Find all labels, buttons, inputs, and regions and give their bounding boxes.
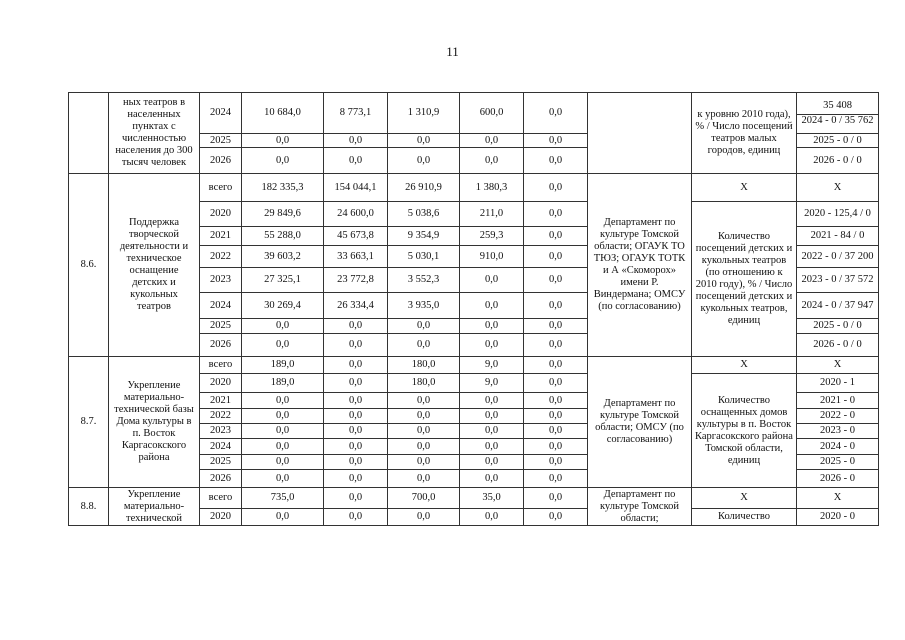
other-amount-cell: 0,0: [524, 393, 588, 409]
year-cell: 2025: [200, 455, 242, 470]
target-cell: 2025 - 0 / 0: [797, 134, 879, 148]
other-amount-cell: 0,0: [524, 93, 588, 134]
federal-amount-cell: 0,0: [324, 409, 388, 424]
total-amount-cell: 189,0: [242, 374, 324, 393]
table-row: [69, 488, 879, 509]
federal-amount-cell: 0,0: [324, 488, 388, 509]
target-cell: 2022 - 0 / 37 200: [797, 246, 879, 268]
other-amount-cell: 0,0: [524, 319, 588, 334]
other-amount-cell: 0,0: [524, 488, 588, 509]
event-name-cell: Укрепление материально-технической базы Дома культуры в п. Восток Каргасокского района: [109, 357, 200, 488]
local-amount-cell: 0,0: [460, 319, 524, 334]
other-amount-cell: 0,0: [524, 374, 588, 393]
total-amount-cell: 29 849,6: [242, 202, 324, 227]
executor-cell: Департамент по культуре Томской области; ОГАУК ТО ТЮЗ; ОГАУК ТОТК и А «Скоморох» имени Р. Виндермана; ОМСУ (по согласованию): [588, 174, 692, 357]
federal-amount-cell: 0,0: [324, 134, 388, 148]
total-amount-cell: 182 335,3: [242, 174, 324, 202]
total-amount-cell: 10 684,0: [242, 93, 324, 134]
year-cell: 2021: [200, 227, 242, 246]
target-cell: 2024 - 0: [797, 439, 879, 455]
federal-amount-cell: 0,0: [324, 148, 388, 174]
local-amount-cell: 35,0: [460, 488, 524, 509]
target-x-cell: X: [797, 488, 879, 509]
table-row: [69, 357, 879, 374]
year-cell: 2026: [200, 334, 242, 357]
other-amount-cell: 0,0: [524, 246, 588, 268]
local-amount-cell: 0,0: [460, 455, 524, 470]
other-amount-cell: 0,0: [524, 293, 588, 319]
other-amount-cell: 0,0: [524, 227, 588, 246]
total-amount-cell: 27 325,1: [242, 268, 324, 293]
indicator-x-cell: X: [692, 357, 797, 374]
regional-amount-cell: 5 030,1: [388, 246, 460, 268]
total-amount-cell: 0,0: [242, 148, 324, 174]
regional-amount-cell: 26 910,9: [388, 174, 460, 202]
index-cell: 8.7.: [69, 357, 109, 488]
federal-amount-cell: 23 772,8: [324, 268, 388, 293]
regional-amount-cell: 5 038,6: [388, 202, 460, 227]
total-amount-cell: 0,0: [242, 409, 324, 424]
regional-amount-cell: 0,0: [388, 439, 460, 455]
target-cell: 2026 - 0: [797, 470, 879, 488]
regional-amount-cell: 180,0: [388, 374, 460, 393]
local-amount-cell: 211,0: [460, 202, 524, 227]
year-cell: 2020: [200, 202, 242, 227]
target-cell: 2020 - 1: [797, 374, 879, 393]
table-row: [69, 93, 879, 134]
regional-amount-cell: 0,0: [388, 509, 460, 526]
target-cell: 2026 - 0 / 0: [797, 334, 879, 357]
regional-amount-cell: 0,0: [388, 148, 460, 174]
federal-amount-cell: 0,0: [324, 424, 388, 439]
regional-amount-cell: 0,0: [388, 409, 460, 424]
target-value: 35 408: [797, 99, 878, 115]
year-cell: 2025: [200, 319, 242, 334]
local-amount-cell: 9,0: [460, 357, 524, 374]
target-x-cell: X: [797, 174, 879, 202]
federal-amount-cell: 0,0: [324, 393, 388, 409]
federal-amount-cell: 0,0: [324, 470, 388, 488]
indicator-cell: Количество оснащенных домов культуры в п. Восток Каргасокского района Томской области, единиц: [692, 374, 797, 488]
other-amount-cell: 0,0: [524, 202, 588, 227]
year-cell: 2020: [200, 374, 242, 393]
year-cell: 2023: [200, 268, 242, 293]
executor-cell: [588, 93, 692, 174]
total-amount-cell: 0,0: [242, 455, 324, 470]
regional-amount-cell: 0,0: [388, 424, 460, 439]
other-amount-cell: 0,0: [524, 334, 588, 357]
local-amount-cell: 0,0: [460, 393, 524, 409]
regional-amount-cell: 3 552,3: [388, 268, 460, 293]
indicator-cell: Количество: [692, 509, 797, 526]
total-amount-cell: 0,0: [242, 439, 324, 455]
local-amount-cell: 0,0: [460, 470, 524, 488]
year-cell: 2023: [200, 424, 242, 439]
federal-amount-cell: 0,0: [324, 357, 388, 374]
target-cell: 2025 - 0 / 0: [797, 319, 879, 334]
event-name-cell: ных театров в населенных пунктах с численностью населения до 300 тысяч человек: [109, 93, 200, 174]
local-amount-cell: 0,0: [460, 293, 524, 319]
local-amount-cell: 9,0: [460, 374, 524, 393]
regional-amount-cell: 9 354,9: [388, 227, 460, 246]
year-cell: всего: [200, 174, 242, 202]
federal-amount-cell: 0,0: [324, 374, 388, 393]
total-amount-cell: 0,0: [242, 424, 324, 439]
regional-amount-cell: 700,0: [388, 488, 460, 509]
local-amount-cell: 0,0: [460, 334, 524, 357]
year-cell: всего: [200, 357, 242, 374]
other-amount-cell: 0,0: [524, 134, 588, 148]
year-cell: 2025: [200, 134, 242, 148]
executor-cell: Департамент по культуре Томской области;: [588, 488, 692, 526]
local-amount-cell: 1 380,3: [460, 174, 524, 202]
total-amount-cell: 189,0: [242, 357, 324, 374]
local-amount-cell: 0,0: [460, 424, 524, 439]
event-name-cell: Укрепление материально-технической: [109, 488, 200, 526]
local-amount-cell: 259,3: [460, 227, 524, 246]
total-amount-cell: 735,0: [242, 488, 324, 509]
federal-amount-cell: 24 600,0: [324, 202, 388, 227]
table-body: [69, 93, 879, 526]
regional-amount-cell: 0,0: [388, 319, 460, 334]
indicator-cell: Количество посещений детских и кукольных театров (по отношению к 2010 году), % / Число посещений детских и кукольных театров, единиц: [692, 202, 797, 357]
total-amount-cell: 0,0: [242, 470, 324, 488]
federal-amount-cell: 0,0: [324, 439, 388, 455]
other-amount-cell: 0,0: [524, 455, 588, 470]
local-amount-cell: 600,0: [460, 93, 524, 134]
other-amount-cell: 0,0: [524, 409, 588, 424]
federal-amount-cell: 0,0: [324, 455, 388, 470]
local-amount-cell: 0,0: [460, 439, 524, 455]
target-value: 2024 - 0 / 35 762: [801, 115, 874, 126]
other-amount-cell: 0,0: [524, 439, 588, 455]
federal-amount-cell: 0,0: [324, 334, 388, 357]
indicator-x-cell: X: [692, 174, 797, 202]
page-number: 11: [446, 44, 459, 59]
year-cell: 2026: [200, 470, 242, 488]
target-cell: [797, 93, 879, 134]
target-cell: 2021 - 84 / 0: [797, 227, 879, 246]
federal-amount-cell: 26 334,4: [324, 293, 388, 319]
other-amount-cell: 0,0: [524, 174, 588, 202]
federal-amount-cell: 45 673,8: [324, 227, 388, 246]
federal-amount-cell: 154 044,1: [324, 174, 388, 202]
year-cell: 2022: [200, 409, 242, 424]
indicator-cell: к уровню 2010 года), % / Число посещений театров малых городов, единиц: [692, 93, 797, 174]
other-amount-cell: 0,0: [524, 470, 588, 488]
total-amount-cell: 0,0: [242, 509, 324, 526]
year-cell: 2020: [200, 509, 242, 526]
total-amount-cell: 55 288,0: [242, 227, 324, 246]
table-row: [69, 174, 879, 202]
target-cell: 2026 - 0 / 0: [797, 148, 879, 174]
local-amount-cell: 0,0: [460, 409, 524, 424]
total-amount-cell: 39 603,2: [242, 246, 324, 268]
federal-amount-cell: 0,0: [324, 509, 388, 526]
target-cell: 2022 - 0: [797, 409, 879, 424]
other-amount-cell: 0,0: [524, 424, 588, 439]
regional-amount-cell: 1 310,9: [388, 93, 460, 134]
local-amount-cell: 0,0: [460, 268, 524, 293]
regional-amount-cell: 0,0: [388, 455, 460, 470]
year-cell: 2022: [200, 246, 242, 268]
total-amount-cell: 30 269,4: [242, 293, 324, 319]
other-amount-cell: 0,0: [524, 509, 588, 526]
target-cell: 2023 - 0: [797, 424, 879, 439]
regional-amount-cell: 0,0: [388, 470, 460, 488]
index-cell: 8.8.: [69, 488, 109, 526]
target-cell: 2025 - 0: [797, 455, 879, 470]
federal-amount-cell: 8 773,1: [324, 93, 388, 134]
target-cell: 2023 - 0 / 37 572: [797, 268, 879, 293]
federal-amount-cell: 33 663,1: [324, 246, 388, 268]
indicator-x-cell: X: [692, 488, 797, 509]
total-amount-cell: 0,0: [242, 134, 324, 148]
other-amount-cell: 0,0: [524, 357, 588, 374]
executor-cell: Департамент по культуре Томской области; ОМСУ (по согласованию): [588, 357, 692, 488]
local-amount-cell: 0,0: [460, 148, 524, 174]
regional-amount-cell: 0,0: [388, 134, 460, 148]
year-cell: 2026: [200, 148, 242, 174]
year-cell: 2024: [200, 439, 242, 455]
year-cell: 2024: [200, 293, 242, 319]
event-name-cell: Поддержка творческой деятельности и техническое оснащение детских и кукольных театров: [109, 174, 200, 357]
other-amount-cell: 0,0: [524, 268, 588, 293]
program-table: [68, 92, 879, 526]
target-cell: 2020 - 125,4 / 0: [797, 202, 879, 227]
regional-amount-cell: 0,0: [388, 334, 460, 357]
regional-amount-cell: 180,0: [388, 357, 460, 374]
total-amount-cell: 0,0: [242, 319, 324, 334]
federal-amount-cell: 0,0: [324, 319, 388, 334]
year-cell: 2024: [200, 93, 242, 134]
regional-amount-cell: 0,0: [388, 393, 460, 409]
other-amount-cell: 0,0: [524, 148, 588, 174]
target-cell: 2020 - 0: [797, 509, 879, 526]
year-cell: 2021: [200, 393, 242, 409]
total-amount-cell: 0,0: [242, 393, 324, 409]
local-amount-cell: 910,0: [460, 246, 524, 268]
total-amount-cell: 0,0: [242, 334, 324, 357]
year-cell: всего: [200, 488, 242, 509]
local-amount-cell: 0,0: [460, 509, 524, 526]
target-cell: 2024 - 0 / 37 947: [797, 293, 879, 319]
target-x-cell: X: [797, 357, 879, 374]
index-cell: 8.6.: [69, 174, 109, 357]
local-amount-cell: 0,0: [460, 134, 524, 148]
regional-amount-cell: 3 935,0: [388, 293, 460, 319]
index-cell: [69, 93, 109, 174]
target-cell: 2021 - 0: [797, 393, 879, 409]
